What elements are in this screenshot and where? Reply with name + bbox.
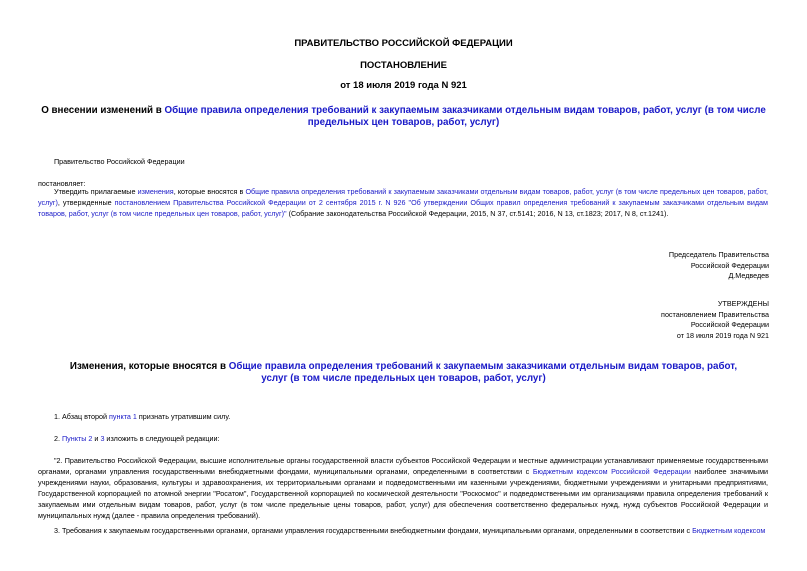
main-paragraph-text-1: Утвердить прилагаемые: [54, 187, 138, 196]
approval-by: постановлением Правительства: [661, 309, 769, 319]
approval-country: Российской Федерации: [690, 320, 769, 329]
government-line: Правительство Российской Федерации: [54, 157, 185, 166]
item-1-text-2: признать утратившим силу.: [136, 412, 231, 421]
approval-block: [661, 299, 769, 341]
signature-block: [669, 250, 769, 282]
general-rules-link-3[interactable]: Общие правила определения требований к закупаемым заказчиками отдельным видам товаров, работ, услуг (в том числе предельных цен товаров, работ, услуг): [228, 361, 738, 384]
item-3-text: 3. Требования к закупаемым государственными органами, органами управления государственными внебюджетными фондами, муниципальными органами, определенными в соответствии с: [54, 526, 693, 535]
item-1: [38, 411, 768, 422]
document-date-number: от 18 июля 2019 года N 921: [340, 80, 467, 91]
main-paragraph: [38, 186, 768, 219]
document-type-heading: ПОСТАНОВЛЕНИЕ: [360, 60, 447, 71]
general-rules-link[interactable]: Общие правила определения требований к закупаемым заказчиками отдельным видам товаров, работ, услуг (в том числе предельных цен товаров, работ, услуг): [164, 105, 766, 128]
item-1-text-1: 1. Абзац второй: [54, 412, 110, 421]
signature-country: Российской Федерации: [690, 260, 769, 270]
resolution-926-link[interactable]: постановлением Правительства Российской Федерации от 2 сентября 2015 г. N 926 "Об утверждении Общих правил определения требований к закупаемым заказчиками отдельным видам товаров, работ, услуг (в том числе предельных цен товаров, работ, услуг)": [38, 198, 768, 218]
item-2: [38, 433, 768, 444]
main-paragraph-text-3: , утвержденные: [57, 198, 115, 207]
main-paragraph-text-4: (Собрание законодательства Российской Федерации, 2015, N 37, ст.5141; 2016, N 13, ст.1823; 2017, N 8, ст.1241).: [286, 209, 669, 218]
quoted-paragraph: [38, 455, 768, 521]
approval-date: от 18 июля 2019 года N 921: [676, 330, 769, 340]
signature-position: Председатель Правительства: [668, 250, 769, 259]
decides-line: постановляет:: [38, 179, 86, 188]
changes-link[interactable]: изменения: [137, 187, 174, 196]
document-title-prefix: О внесении изменений в: [41, 105, 165, 116]
changes-title-prefix: Изменения, которые вносятся в: [69, 361, 229, 372]
points-2-link[interactable]: Пункты 2: [62, 434, 93, 443]
item-3: [38, 525, 768, 536]
item-2-text-1: 2.: [54, 434, 62, 443]
document-title: [30, 105, 777, 129]
budget-code-link-2[interactable]: Бюджетным кодексом: [692, 526, 766, 535]
budget-code-link[interactable]: Бюджетным кодексом Российской Федерации: [532, 467, 691, 476]
item-2-text-3: изложить в следующей редакции:: [104, 434, 220, 443]
item-2-text-2: и: [92, 434, 101, 443]
approval-heading: УТВЕРЖДЕНЫ: [717, 299, 769, 308]
quoted-text-1: "2. Правительство Российской Федерации, высшие исполнительные органы государственной власти субъектов Российской Федерации и местные администрации устанавливают применяемые государственными органами, органами управления государственными внебюджетными фондами, муниципальными органами, определенными в соответствии с: [38, 456, 768, 476]
main-paragraph-text-2: , которые вносятся в: [173, 187, 246, 196]
changes-title: [60, 361, 747, 385]
point-1-link[interactable]: пункта 1: [109, 412, 137, 421]
signature-name: Д.Медведев: [728, 271, 769, 280]
quoted-text-2: наиболее значимыми учреждениями науки, образования, культуры и здравоохранения, их территориальными органами и подведомственными им казенными учреждениями, бюджетными учреждениями и унитарными предприятиями, Государственной корпорацией по атомной энергии "Росатом", Государственной корпорацией по космической деятельности "Роскосмос" и подведомственными им организациями правила определения требований к закупаемым ими отдельным видам товаров, работ, услуг (в том числе предельные цены товаров, работ, услуг) для обеспечения соответственно федеральных нужд, нужд субъектов Российской Федерации и муниципальных нужд (далее - правила определения требований).: [38, 467, 769, 520]
issuer-heading: ПРАВИТЕЛЬСТВО РОССИЙСКОЙ ФЕДЕРАЦИИ: [294, 38, 513, 49]
general-rules-link-2[interactable]: Общие правила определения требований к закупаемым заказчиками отдельным видам товаров, работ, услуг (в том числе предельных цен товаров, работ, услуг): [38, 187, 768, 207]
point-3-link[interactable]: 3: [100, 434, 105, 443]
